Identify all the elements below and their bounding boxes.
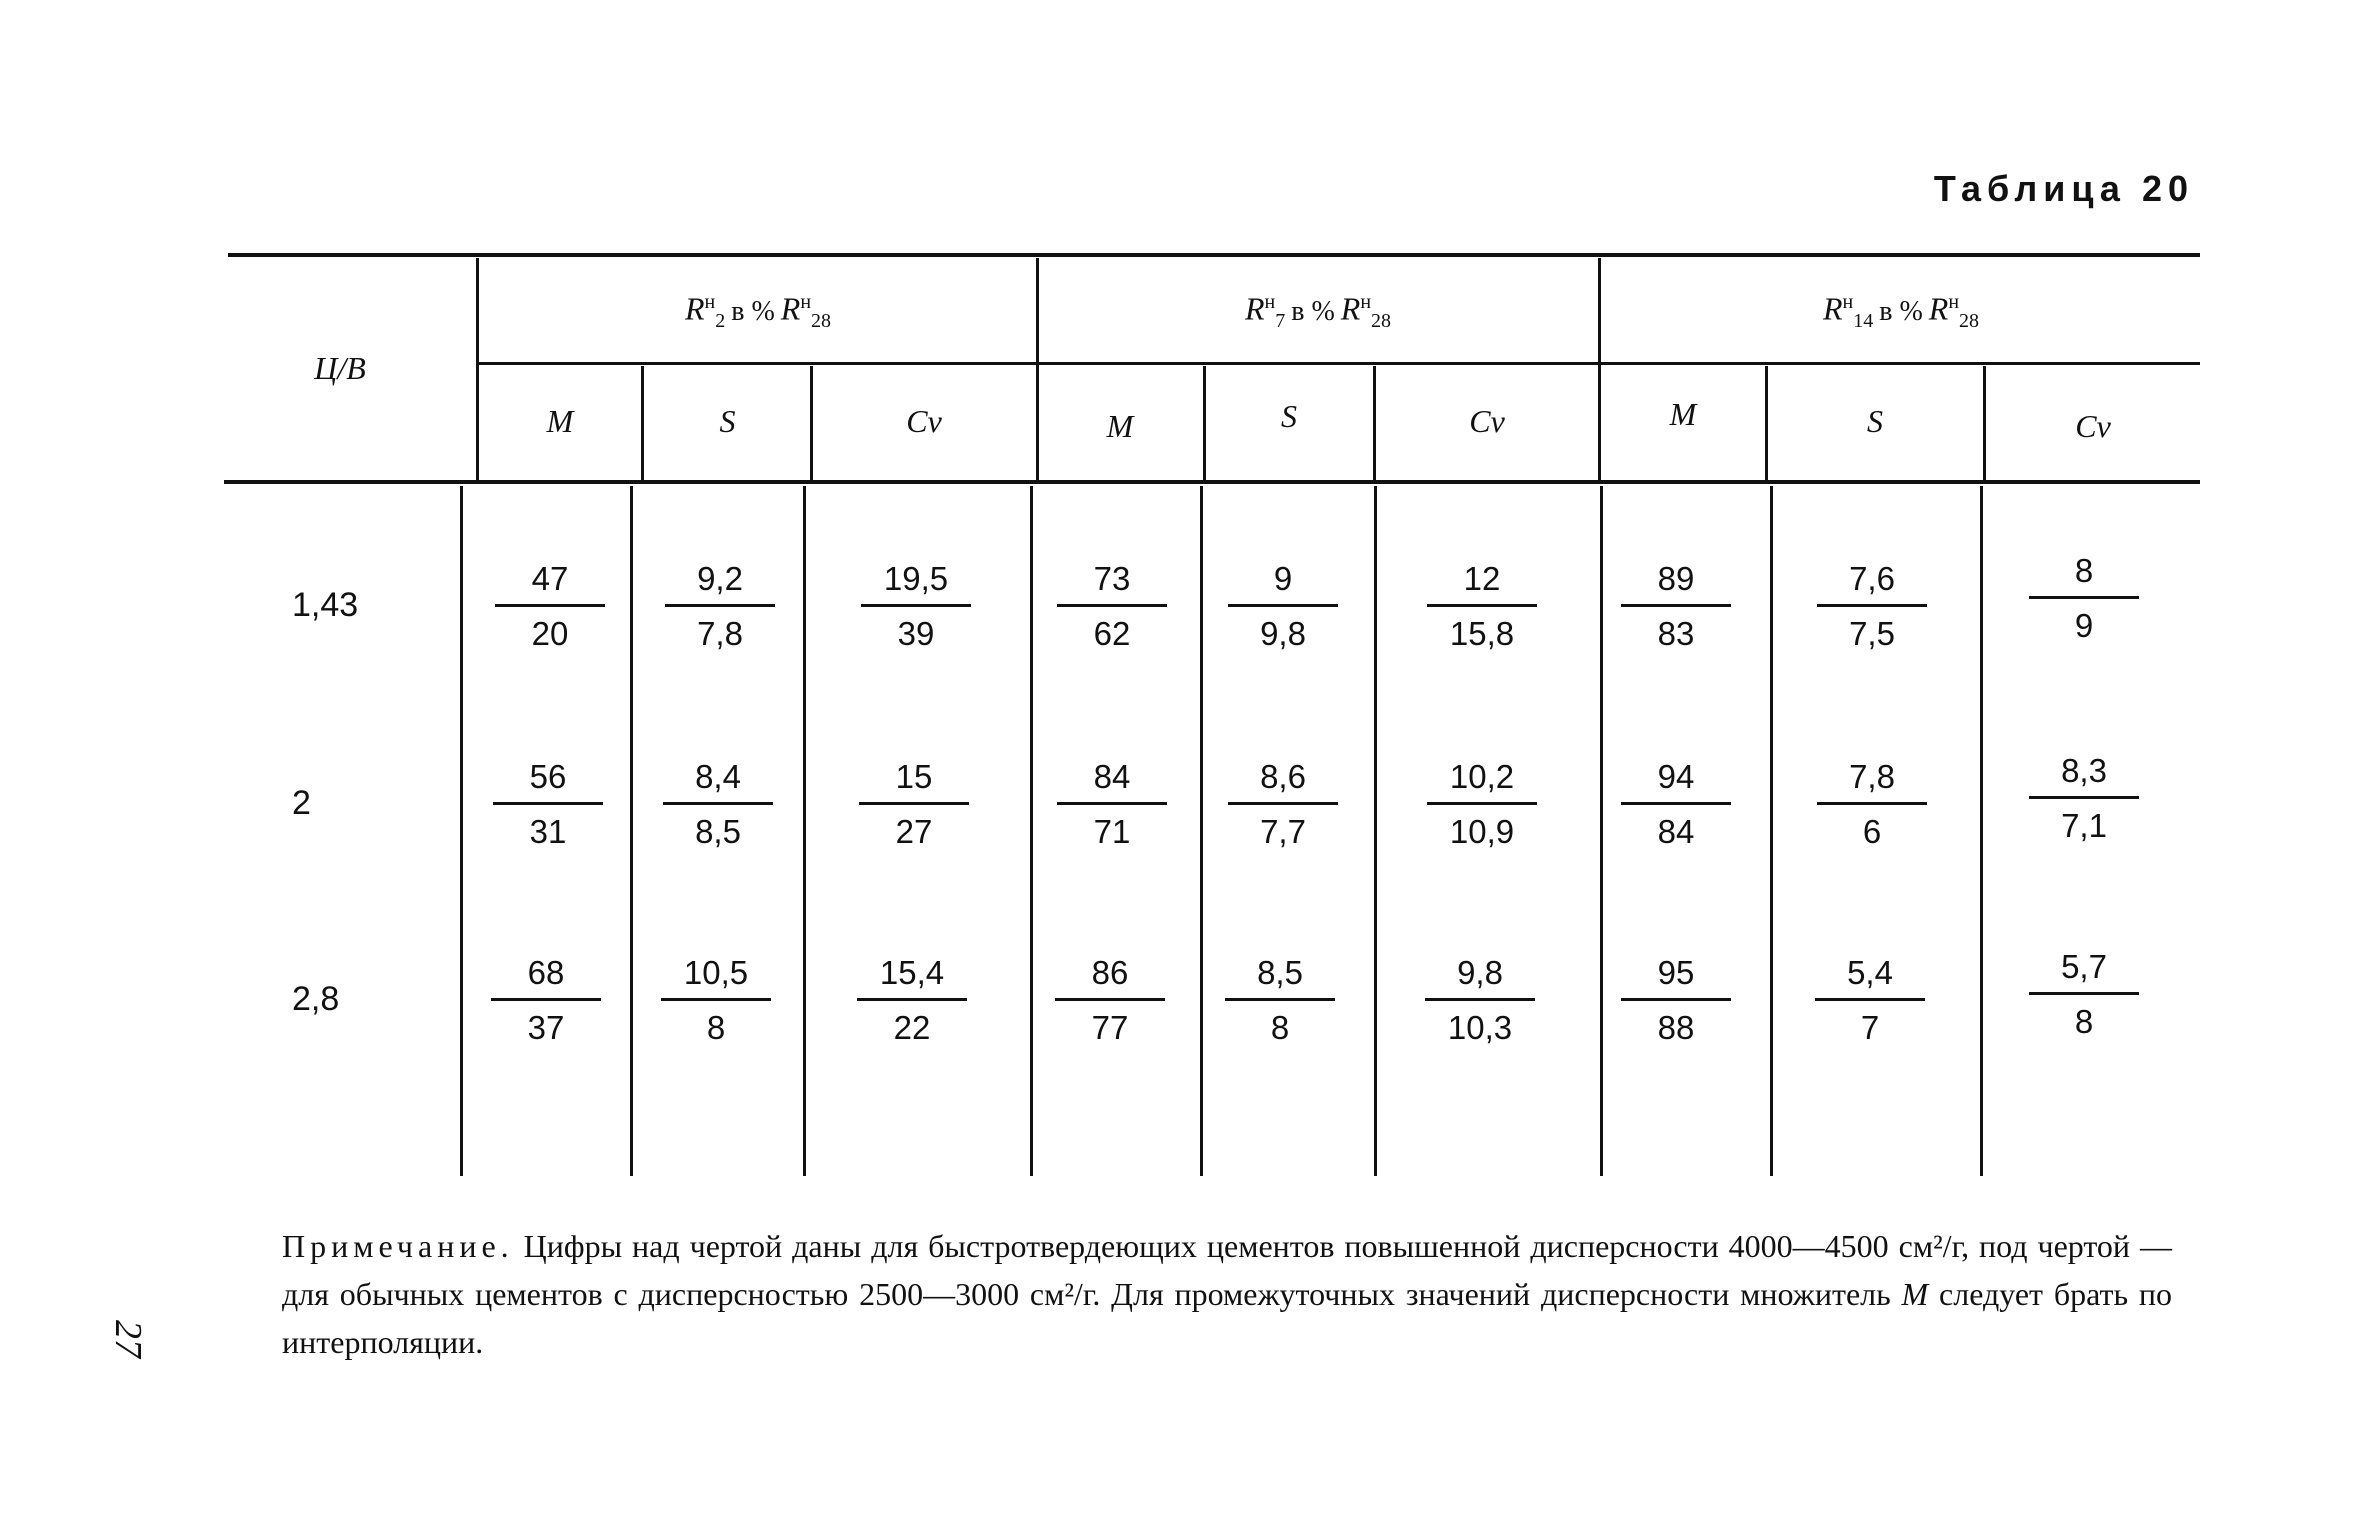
- fraction-cell: $\frac{8,6}{7,7}$: [1228, 758, 1338, 851]
- fraction-cell: $\frac{7,8}{6}$: [1817, 758, 1927, 851]
- fraction-cell: $\frac{7,6}{7,5}$: [1817, 560, 1927, 653]
- note-text-end: следует брать по интерполяции.: [282, 1276, 2172, 1360]
- col-divider: [1600, 486, 1603, 1176]
- fraction-cell: $\frac{8,4}{8,5}$: [663, 758, 773, 851]
- fraction-cell: $\frac{9,8}{10,3}$: [1425, 954, 1535, 1047]
- page-number: 27: [107, 1320, 149, 1358]
- table-top-rule: [228, 253, 2200, 257]
- fraction-cell: $\frac{47}{20}$: [495, 560, 605, 653]
- fraction-cell: $\frac{86}{77}$: [1055, 954, 1165, 1047]
- fraction-cell: $\frac{15,4}{22}$: [857, 954, 967, 1047]
- col-divider: [1200, 486, 1203, 1176]
- fraction-cell: $\frac{56}{31}$: [493, 758, 603, 851]
- fraction-cell: $\frac{9}{9,8}$: [1228, 560, 1338, 653]
- fraction-cell: $\frac{5,4}{7}$: [1815, 954, 1925, 1047]
- subcol-header-cv: Cv: [906, 403, 942, 439]
- fraction-cell: $\frac{68}{37}$: [491, 954, 601, 1047]
- fraction-cell: $\frac{5,7}{8}$: [2029, 948, 2139, 1041]
- note-text: Цифры над чертой даны для быстротвердеющих цементов повышенной дисперсности 4000—4500 см²/г, под чертой — для обычных цементов с дисперсностью 2500—3000 см²/г. Для промежуточных значений дисперсности множитель: [282, 1228, 2173, 1312]
- subcol-header-s: S: [1867, 403, 1883, 439]
- row-label: 2,8: [292, 980, 340, 1018]
- group-header-r14: $R^н_{14}$ в % $R^н_{28}$: [1822, 290, 1980, 333]
- col-divider: [641, 366, 644, 480]
- header-bottom-rule: [224, 480, 2200, 484]
- note-lead: Примечание.: [282, 1228, 514, 1264]
- group-header-r2: $R^н_2$ в % $R^н_{28}$: [684, 290, 832, 333]
- col-divider: [1980, 486, 1983, 1176]
- fraction-cell: $\frac{8,3}{7,1}$: [2029, 752, 2139, 845]
- subcol-header-m: M: [1106, 408, 1134, 444]
- col-divider: [1598, 258, 1601, 480]
- group-header-rule: [478, 362, 2200, 365]
- table-caption: Таблица 20: [1933, 168, 2194, 209]
- row-label: 1,43: [292, 586, 359, 624]
- note-variable: M: [1901, 1276, 1929, 1312]
- fraction-cell: $\frac{15}{27}$: [859, 758, 969, 851]
- fraction-cell: $\frac{10,5}{8}$: [661, 954, 771, 1047]
- fraction-cell: $\frac{8}{9}$: [2029, 552, 2139, 645]
- fraction-cell: $\frac{10,2}{10,9}$: [1427, 758, 1537, 851]
- subcol-header-s: S: [719, 403, 736, 439]
- col-divider: [630, 486, 633, 1176]
- row-header-ratio: Ц/В: [314, 350, 366, 386]
- subcol-header-cv: Cv: [1469, 403, 1505, 439]
- subcol-header-cv: Cv: [2075, 408, 2111, 444]
- col-divider: [460, 486, 463, 1176]
- fraction-cell: $\frac{12}{15,8}$: [1427, 560, 1537, 653]
- col-divider: [476, 258, 479, 480]
- fraction-cell: $\frac{94}{84}$: [1621, 758, 1731, 851]
- fraction-cell: $\frac{73}{62}$: [1057, 560, 1167, 653]
- fraction-cell: $\frac{95}{88}$: [1621, 954, 1731, 1047]
- row-label: 2: [292, 784, 311, 822]
- subcol-header-s: S: [1281, 398, 1297, 434]
- col-divider: [810, 366, 813, 480]
- col-divider: [1030, 486, 1033, 1176]
- subcol-header-m: M: [546, 403, 574, 439]
- col-divider: [1770, 486, 1773, 1176]
- col-divider: [803, 486, 806, 1176]
- group-header-r7: $R^н_7$ в % $R^н_{28}$: [1244, 290, 1392, 333]
- fraction-cell: $\frac{84}{71}$: [1057, 758, 1167, 851]
- col-divider: [1374, 486, 1377, 1176]
- col-divider: [1036, 258, 1039, 480]
- fraction-cell: $\frac{8,5}{8}$: [1225, 954, 1335, 1047]
- fraction-cell: $\frac{9,2}{7,8}$: [665, 560, 775, 653]
- subcol-header-m: M: [1669, 396, 1697, 432]
- fraction-cell: $\frac{19,5}{39}$: [861, 560, 971, 653]
- table-note: [282, 1222, 2172, 1366]
- fraction-cell: $\frac{89}{83}$: [1621, 560, 1731, 653]
